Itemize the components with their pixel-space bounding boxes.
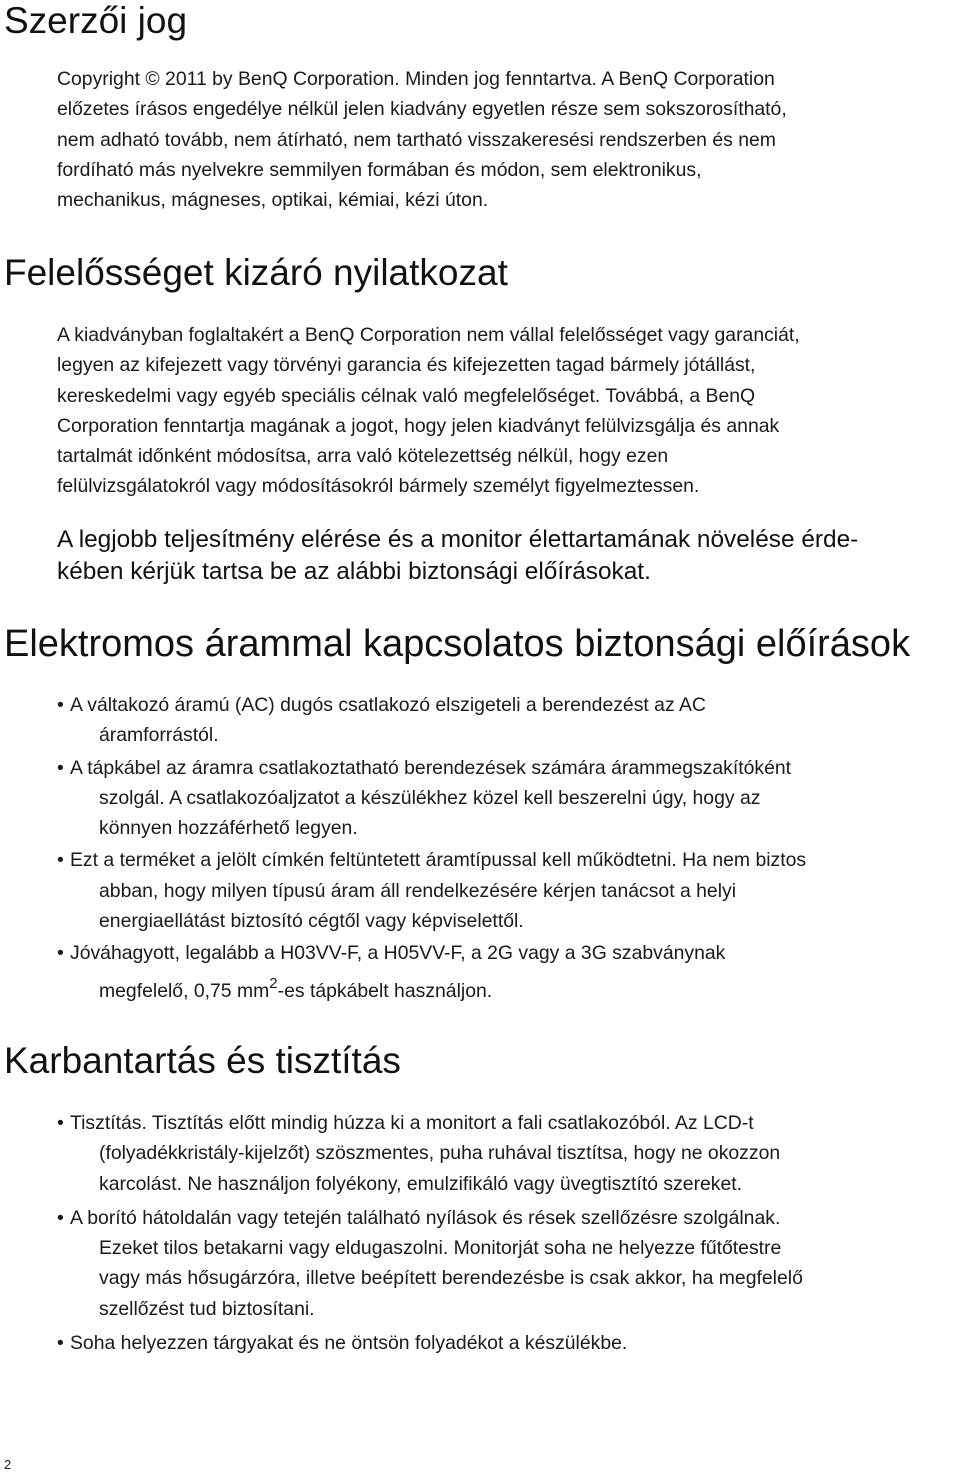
list-item-line: (folyadékkristály-kijelzőt) szöszmentes, puha ruhával tisztítsa, hogy ne okozzon	[99, 1142, 781, 1165]
list-item	[57, 1328, 957, 1358]
electric-safety-heading: Elektromos árammal kapcsolatos biztonsági előírások	[4, 623, 911, 665]
list-item-line: könnyen hozzáférhető legyen.	[99, 817, 358, 840]
bullet-icon: •	[57, 1206, 64, 1229]
bullet-icon: •	[57, 942, 64, 965]
list-item	[57, 938, 957, 1014]
list-item-line: Tisztítás. Tisztítás előtt mindig húzza ki a monitort a fali csatlakozóból. Az LCD-t	[70, 1112, 754, 1134]
list-item	[57, 753, 957, 844]
disclaimer-heading: Felelősséget kizáró nyilatkozat	[4, 252, 508, 293]
safety-intro-line: kében kérjük tartsa be az alábbi biztonsági előírásokat.	[57, 558, 651, 585]
list-item-line: Jóváhagyott, legalább a H03VV-F, a H05VV-F, a 2G vagy a 3G szabványnak	[70, 942, 726, 965]
bullet-icon: •	[57, 1332, 64, 1355]
list-item-line: Soha helyezzen tárgyakat és ne öntsön folyadékot a készülékbe.	[70, 1332, 628, 1355]
safety-intro-paragraph	[57, 524, 957, 588]
electric-safety-list	[57, 690, 957, 1015]
copyright-line: mechanikus, mágneses, optikai, kémiai, kézi úton.	[57, 189, 489, 212]
list-item-line: A tápkábel az áramra csatlakoztatható berendezések számára árammegszakítóként	[70, 756, 792, 779]
copyright-line: előzetes írásos engedélye nélkül jelen kiadvány egyetlen része sem sokszorosítható,	[57, 98, 787, 121]
list-item-line	[99, 969, 957, 1015]
page-number: 2	[4, 1457, 12, 1472]
copyright-line: fordíható más nyelvekre semmilyen formában és módon, sem elektronikus,	[57, 158, 702, 181]
maintenance-heading: Karbantartás és tisztítás	[4, 1040, 401, 1081]
bullet-icon: •	[57, 694, 64, 716]
list-item	[57, 1203, 957, 1324]
disclaimer-line: kereskedelmi vagy egyéb speciális célnak való megfelelőséget. Továbbá, a BenQ	[57, 384, 756, 407]
copyright-line: Copyright © 2011 by BenQ Corporation. Minden jog fenntartva. A BenQ Corporation	[57, 68, 775, 90]
copyright-heading: Szerzői jog	[4, 0, 188, 41]
list-item-line: abban, hogy milyen típusú áram áll rendelkezésére kérjen tanácsot a helyi	[99, 879, 737, 902]
bullet-icon: •	[57, 1112, 64, 1134]
list-item-line: szolgál. A csatlakozóaljzatot a készülékhez közel kell beszerelni úgy, hogy az	[99, 786, 761, 809]
list-item	[57, 1108, 957, 1199]
list-item	[57, 690, 957, 751]
disclaimer-line: tartalmát időnként módosítsa, arra való kötelezettség nélkül, hogy ezen	[57, 445, 669, 468]
list-item-line: Ezt a terméket a jelölt címkén feltüntetett áramtípussal kell működtetni. Ha nem biztos	[70, 849, 807, 872]
list-item-line: szellőzést tud biztosítani.	[99, 1297, 315, 1320]
disclaimer-line: legyen az kifejezett vagy törvényi garancia és kifejezetten tagad bármely jótállást,	[57, 354, 756, 377]
superscript-two: 2	[269, 974, 278, 992]
list-item-line: vagy más hősugárzóra, illetve beépített berendezésbe is csak akkor, ha megfelelő	[99, 1267, 803, 1290]
list-item-line: karcolást. Ne használjon folyékony, emulzifikáló vagy üvegtisztító szereket.	[99, 1172, 743, 1195]
copyright-line: nem adható tovább, nem átírható, nem tartható visszakeresési rendszerben és nem	[57, 128, 776, 151]
cable-spec-text: megfelelő, 0,75 mm	[99, 979, 270, 1002]
safety-intro-line: A legjobb teljesítmény elérése és a monitor élettartamának növelése érde-	[57, 526, 859, 553]
maintenance-list	[57, 1108, 957, 1358]
disclaimer-line: Corporation fenntartja magának a jogot, hogy jelen kiadványt felülvizsgálja és annak	[57, 414, 780, 437]
bullet-icon: •	[57, 849, 64, 872]
list-item-line: energiaellátást biztosító cégtől vagy képviselettől.	[99, 910, 524, 933]
copyright-paragraph	[57, 64, 957, 215]
bullet-icon: •	[57, 756, 64, 779]
list-item-line: Ezeket tilos betakarni vagy eldugaszolni. Monitorját soha ne helyezze fűtőtestre	[99, 1237, 782, 1260]
list-item-line: áramforrástól.	[99, 724, 219, 747]
disclaimer-line: A kiadványban foglaltakért a BenQ Corporation nem vállal felelősséget vagy garanciát,	[57, 324, 800, 346]
disclaimer-line: felülvizsgálatokról vagy módosításokról bármely személyt figyelmeztessen.	[57, 475, 700, 498]
list-item	[57, 845, 957, 936]
list-item-line: A váltakozó áramú (AC) dugós csatlakozó elszigeteli a berendezést az AC	[70, 694, 706, 716]
disclaimer-paragraph	[57, 320, 957, 502]
list-item-line: A borító hátoldalán vagy tetején található nyílások és rések szellőzésre szolgálnak.	[70, 1206, 781, 1229]
cable-spec-suffix: -es tápkábelt használjon.	[277, 979, 493, 1002]
